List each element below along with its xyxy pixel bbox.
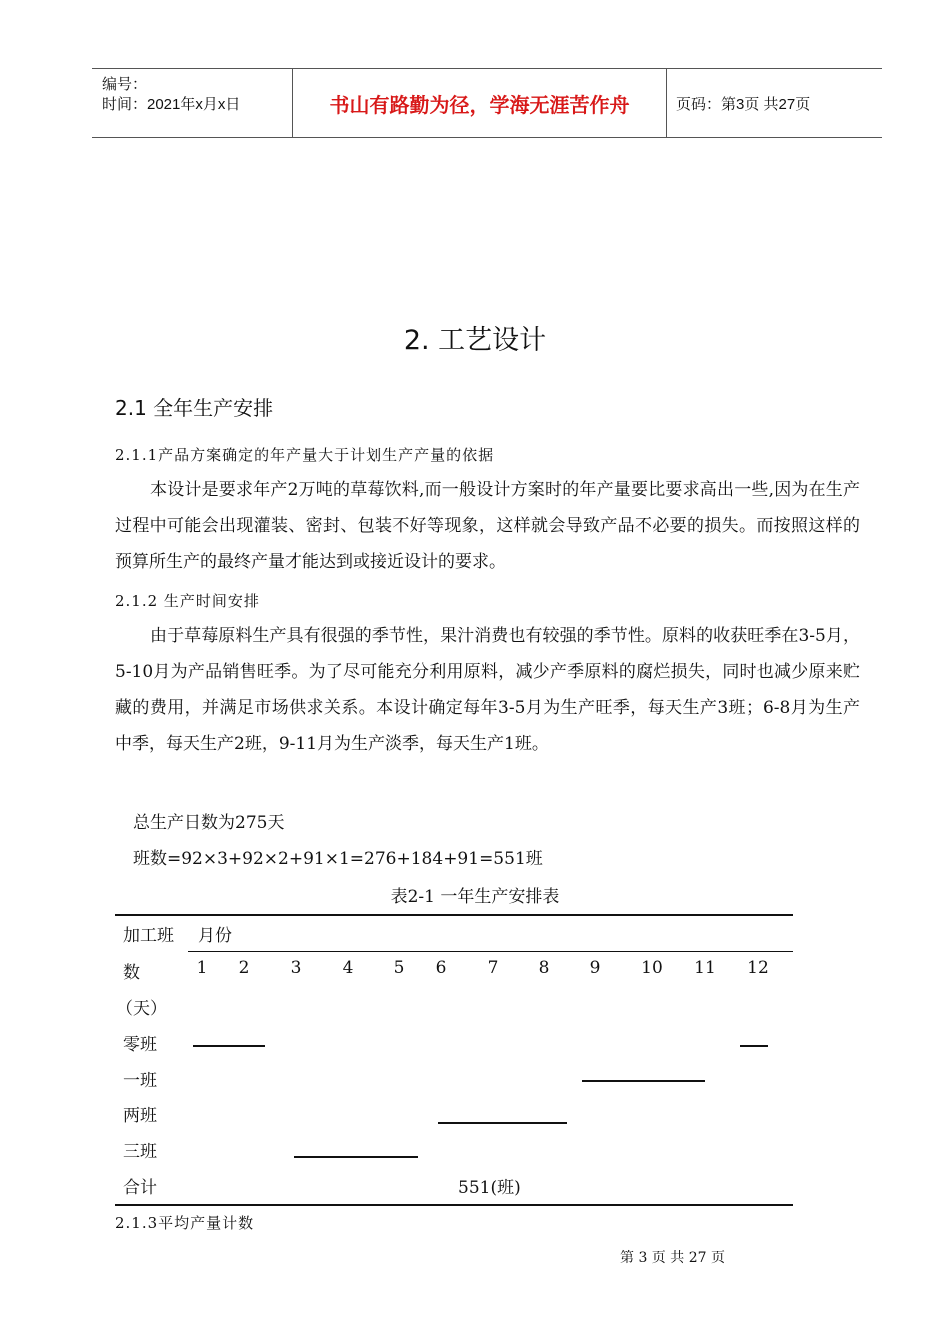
table-caption: 表2-1 一年生产安排表 — [390, 887, 560, 907]
two-shift-bar-jun-aug — [438, 1122, 567, 1124]
row-label-two-shift: 两班 — [123, 1106, 157, 1126]
page-header — [92, 68, 882, 138]
subsection-heading-2: 2.1.2 生产时间安排 — [115, 592, 260, 610]
zero-shift-bar-jan-feb — [193, 1045, 265, 1047]
month-label: 11 — [694, 958, 716, 978]
month-label: 4 — [342, 958, 354, 978]
zero-shift-bar-dec — [740, 1045, 768, 1047]
table-head-label-bottom: （天） — [116, 999, 167, 1019]
table-top-rule — [115, 914, 793, 916]
month-label: 8 — [538, 958, 550, 978]
month-label: 12 — [747, 958, 769, 978]
header-left-cell — [92, 69, 292, 137]
subsection-heading-1: 2.1.1产品方案确定的年产量大于计划生产产量的依据 — [115, 446, 495, 464]
total-shifts-value: 551(班) — [458, 1178, 521, 1198]
page-footer: 第 3 页 共 27 页 — [620, 1250, 725, 1266]
paragraph-1-text: 本设计是要求年产2万吨的草莓饮料,而一般设计方案时的年产量要比要求高出一些,因为在生产过程中可能会出现灌装、密封、包装不好等现象，这样就会导致产品不必要的损失。而按照这样的预算所生产的最终产量才能达到或接近设计的要求。 — [115, 480, 860, 572]
header-page-indicator: 页码：第3页 共27页 — [676, 95, 811, 113]
shifts-formula-line: 班数=92×3+92×2+91×1=276+184+91=551班 — [133, 849, 543, 869]
document-date-label: 时间：2021年x月x日 — [102, 96, 241, 113]
table-head-label-mid: 数 — [123, 963, 140, 983]
section-heading: 2.1 全年生产安排 — [115, 396, 274, 420]
month-label: 9 — [589, 958, 601, 978]
month-label: 6 — [435, 958, 447, 978]
row-label-zero-shift: 零班 — [123, 1035, 157, 1055]
month-label: 5 — [393, 958, 405, 978]
row-label-total: 合计 — [123, 1178, 157, 1198]
paragraph-2-text: 由于草莓原料生产具有很强的季节性，果汁消费也有较强的季节性。原料的收获旺季在3-5月，5-10月为产品销售旺季。为了尽可能充分利用原料，减少产季原料的腐烂损失，同时也减少原来贮藏的费用，并满足市场供求关系。本设计确定每年3-5月为生产旺季，每天生产3班；6-8月为生产中季，每天生产2班，9-11月为生产淡季，每天生产1班。 — [115, 626, 860, 754]
total-days-line: 总生产日数为275天 — [133, 813, 285, 833]
month-label: 1 — [196, 958, 208, 978]
row-label-three-shift: 三班 — [123, 1142, 157, 1162]
header-motto: 书山有路勤为径，学海无涯苦作舟 — [292, 69, 667, 137]
table-bottom-rule — [115, 1204, 793, 1206]
chapter-title: 2. 工艺设计 — [403, 325, 547, 356]
table-header-rule — [188, 951, 793, 952]
month-label: 3 — [290, 958, 302, 978]
table-head-label-top: 加工班 — [123, 926, 174, 946]
month-label: 2 — [238, 958, 250, 978]
paragraph-2 — [115, 618, 860, 762]
row-label-one-shift: 一班 — [123, 1071, 157, 1091]
three-shift-bar-mar-may — [294, 1156, 418, 1158]
table-head-month: 月份 — [198, 926, 232, 946]
paragraph-1 — [115, 472, 860, 580]
subsection-heading-3: 2.1.3平均产量计数 — [115, 1214, 255, 1232]
document-number-label: 编号： — [102, 76, 148, 93]
one-shift-bar-sep-nov — [582, 1080, 705, 1082]
month-label: 10 — [641, 958, 663, 978]
month-label: 7 — [487, 958, 499, 978]
